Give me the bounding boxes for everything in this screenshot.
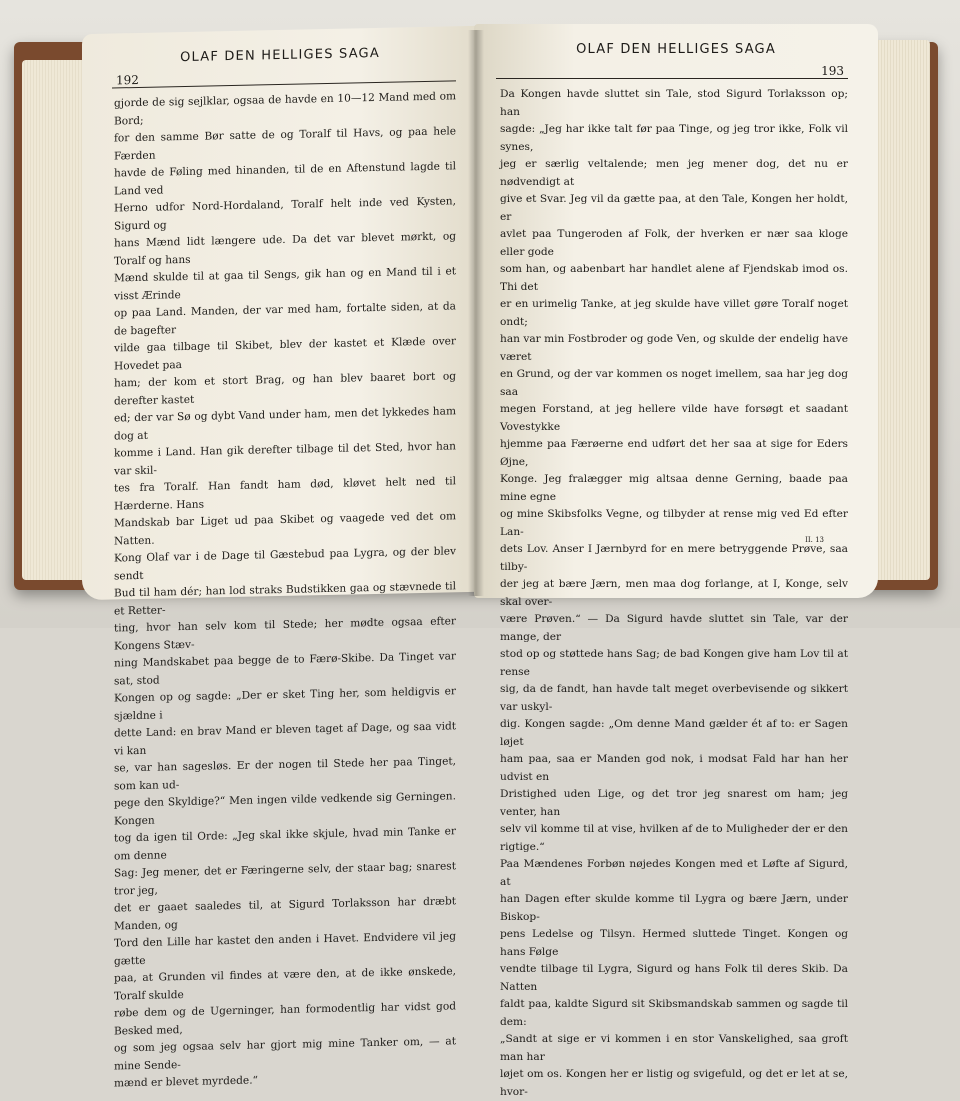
running-title-left: OLAF DEN HELLIGES SAGA xyxy=(180,45,380,66)
page-number-right: 193 xyxy=(821,64,844,78)
header-rule-left xyxy=(112,80,456,88)
book-gutter xyxy=(468,30,484,596)
header-rule-right xyxy=(496,78,848,79)
right-page-text: Da Kongen havde sluttet sin Tale, stod Sigurd Torlaksson op; han sagde: „Jeg har ikke talt før paa Tinge, og jeg tror ikke, Folk vil synes, jeg er særlig veltalende; men jeg mener dog, det nu er nødvendigt at give et Svar. Jeg vil da gætte paa, at den Tale, Kongen her holdt, er avlet paa Tungeroden af Folk, der hverken er nær saa kloge eller gode som han, og aabenbart har handlet alene af Fjendskab imod os. Thi det er en urimelig Tanke, at jeg skulde have villet gøre Toralf noget ondt; han var min Fostbroder og gode Ven, og skulde der endelig have været en Grund, og der var kommen os noget imellem, saa har jeg dog saa megen Forstand, at jeg hellere vilde have forsøgt et saadant Vovestykke hjemme paa Færøerne end udført det her saa at sige for Eders Øjne, Konge. Jeg fralægger mig altsaa denne Gerning, baade paa mine egne og mine Skibsfolks Vegne, og tilbyder at rense mig ved Ed efter Lan- dets Lov. Anser I Jærnbyrd for en mere betryggende Prøve, saa tilby- der jeg at bære Jærn, men maa dog forlange, at I, Konge, selv skal over- være Prøven.“ — Da Sigurd havde sluttet sin Tale, var der mange, der stod op og støttede hans Sag; de bad Kongen give ham Lov til at rense sig, da de fandt, han havde talt meget overbevisende og sikkert var uskyl- dig. Kongen sagde: „Om denne Mand gælder ét af to: er Sagen løjet ham paa, saa er Manden god nok, i modsat Fald har han her udvist en Dristighed uden Lige, og det tror jeg snarest om ham; jeg venter, han selv vil komme til at vise, hvilken af de to Muligheder der er den rigtige.“ Paa Mændenes Forbøn nøjedes Kongen med et Løfte af Sigurd, at han Dagen efter skulde komme til Lygra og bære Jærn, under Biskop- pens Ledelse og Tilsyn. Hermed sluttede Tinget. Kongen og hans Følge vendte tilbage til Lygra, Sigurd og hans Folk til deres Skib. Da Natten faldt paa, kaldte Sigurd sit Skibsmandskab sammen og sagde til dem: „Sandt at sige er vi kommen i en stor Vanskelighed, saa groft man har løjet om os. Kongen her er listig og svigefuld, og det er let at se, hvor- xyxy=(500,88,848,1098)
page-number-left: 192 xyxy=(116,72,139,88)
page-edges-right xyxy=(870,40,930,580)
right-page xyxy=(474,24,878,1098)
running-title-right: OLAF DEN HELLIGES SAGA xyxy=(576,42,776,57)
left-page-text: gjorde de sig sejlklar, ogsaa de havde en 10—12 Mand med om Bord; for den samme Bør satte de og Toralf til Havs, og paa hele Færden havde de Føling med hinanden, til de en Aftenstund lagde til Land ved Herno udfor Nord-Hordaland, Toralf helt inde ved Kysten, Sigurd og hans Mænd lidt længere ude. Da det var blevet mørkt, og Toralf og hans Mænd skulde til at gaa til Sengs, gik han og en Mand til i et visst Ærinde op paa Land. Manden, der var med ham, fortalte siden, at da de bagefter vilde gaa tilbage til Skibet, blev der kastet et Klæde over Hovedet paa ham; der kom et stort Brag, og han blev baaret bort og derefter kastet ed; der var Sø og dybt Vand under ham, men det lykkedes ham dog at komme i Land. Han gik derefter tilbage til det Sted, hvor han var skil- tes fra Toralf. Han fandt ham død, kløvet helt ned til Hærderne. Hans Mandskab bar Liget ud paa Skibet og vaagede ved det om Natten. Kong Olaf var i de Dage til Gæstebud paa Lygra, og der blev sendt Bud til ham dér; han lod straks Budstikken gaa og stævnede til et Retter- ting, hvor han selv kom til Stede; her mødte ogsaa efter Kongens Stæv- ning Mandskabet paa begge de to Færø-Skibe. Da Tinget var sat, stod Kongen op og sagde: „Der er sket Ting her, som heldigvis er sjældne i dette Land: en brav Mand er bleven taget af Dage, og saa vidt vi kan se, var han sagesløs. Er der nogen til Stede her paa Tinget, som kan ud- pege den Skyldige?“ Men ingen vilde vedkende sig Gerningen. Kongen tog da igen til Orde: „Jeg skal ikke skjule, hvad min Tanke er om denne Sag: Jeg mener, det er Færingerne selv, der staar bag; snarest tror jeg, det er gaaet saaledes til, at Sigurd Torlaksson har dræbt Manden, og Tord den Lille har kastet den anden i Havet. Endvidere vil jeg gætte paa, at Grunden vil findes at være den, at de ikke ønskede, Toralf skulde røbe dem og de Ugerninger, han formodentlig har vidst god Besked med, og som jeg ogsaa selv har gjort mig mine Tanker om, — at mine Sende- mænd er blevet myrdede.“ xyxy=(114,90,456,1090)
left-page xyxy=(82,26,478,1090)
signature-mark: II. 13 xyxy=(805,536,824,544)
